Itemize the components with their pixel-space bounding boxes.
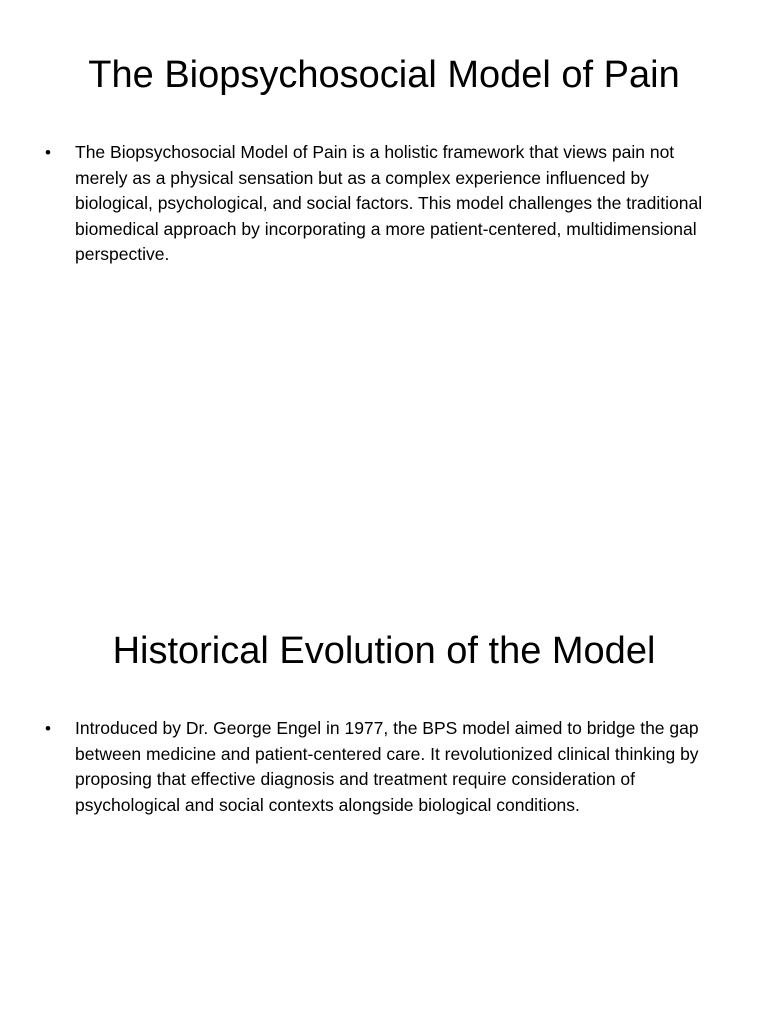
bullet-list xyxy=(45,140,725,268)
bullet-item xyxy=(45,140,725,268)
slide-title: The Biopsychosocial Model of Pain xyxy=(88,54,680,96)
bullet-text: Introduced by Dr. George Engel in 1977, the BPS model aimed to bridge the gap between medicine and patient-centered care. It revolutionized clinical thinking by proposing that effective diagnosis and treatment require consideration of psychological and social contexts alongside biological conditions. xyxy=(75,718,699,815)
bullet-list xyxy=(45,716,725,818)
bullet-dot-icon: • xyxy=(45,143,51,162)
bullet-item xyxy=(45,716,725,818)
bullet-text: The Biopsychosocial Model of Pain is a holistic framework that views pain not merely as a physical sensation but as a complex experience influenced by biological, psychological, and social factors. This model challenges the traditional biomedical approach by incorporating a more patient-centered, multidimensional perspective. xyxy=(75,142,703,264)
slide-historical-evolution xyxy=(0,576,768,1024)
bullet-dot-icon: • xyxy=(45,719,51,738)
slide-title: Historical Evolution of the Model xyxy=(112,630,656,672)
